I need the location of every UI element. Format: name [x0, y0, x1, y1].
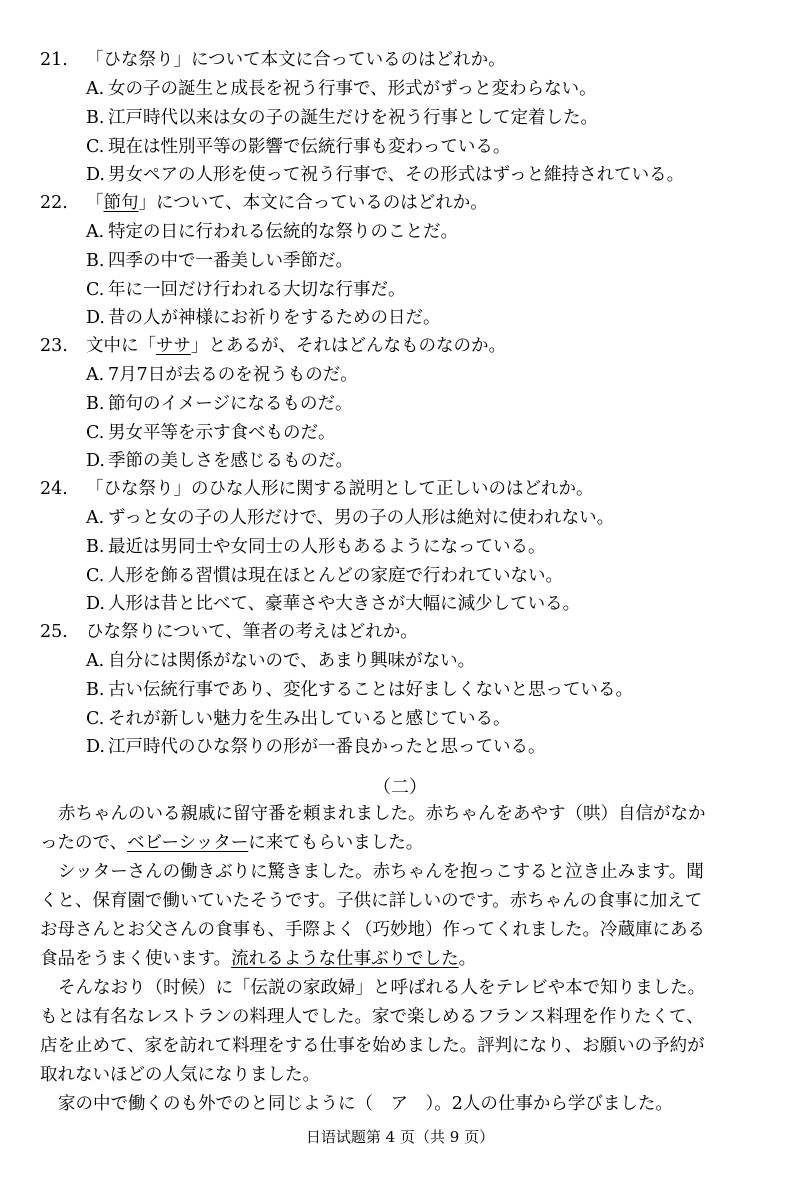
option-text: 自分には関係がないので、あまり興味がない。	[108, 651, 476, 671]
underlined-term: ベビーシッター	[127, 833, 249, 853]
option-letter: B.	[86, 108, 105, 128]
option	[86, 307, 441, 329]
passage-text: ったので、	[40, 833, 128, 853]
option	[86, 250, 353, 272]
option	[86, 679, 633, 701]
option-text: 昔の人が神様にお祈りをするための日だ。	[108, 308, 441, 328]
passage-line	[40, 945, 760, 974]
option	[86, 736, 546, 758]
option-letter: D.	[86, 308, 105, 328]
option-letter: C.	[86, 566, 105, 586]
question-number: 21.	[40, 50, 68, 70]
passage-line: くと、保育園で働いていたそうです。子供に詳しいのです。赤ちゃんの食事に加えて	[40, 891, 703, 911]
option-text: 特定の日に行われる伝統的な祭りのことだ。	[108, 222, 458, 242]
option-letter: D.	[86, 451, 105, 471]
question-number: 22.	[40, 193, 68, 213]
option-letter: A.	[86, 365, 105, 385]
option	[86, 450, 353, 472]
option	[86, 107, 598, 129]
option-letter: C.	[86, 709, 105, 729]
option-text: それが新しい魅力を生み出していると感じている。	[108, 709, 511, 729]
option-letter: C.	[86, 137, 105, 157]
question-21	[40, 49, 506, 71]
option-letter: D.	[86, 594, 105, 614]
underlined-phrase: 流れるような仕事ぶりでした	[231, 949, 459, 969]
option	[86, 507, 614, 529]
question-22	[40, 192, 488, 214]
option-text: 節句のイメージになるものだ。	[108, 394, 353, 414]
option-text: 江戸時代以来は女の子の誕生だけを祝う行事として定着した。	[108, 108, 598, 128]
option	[86, 221, 458, 243]
option-text: 男女平等を示す食べものだ。	[108, 423, 336, 443]
question-text-post: 」とあるが、それはどんなものなのか。	[191, 336, 506, 356]
option-text: 四季の中で一番美しい季節だ。	[108, 251, 353, 271]
question-24	[40, 478, 594, 500]
passage-line: 赤ちゃんのいる親戚に留守番を頼まれました。赤ちゃんをあやす（哄）自信がなか	[58, 804, 706, 824]
option-letter: A.	[86, 79, 105, 99]
option-letter: A.	[86, 508, 105, 528]
passage-line: シッターさんの働きぶりに驚きました。赤ちゃんを抱っこすると泣き止みます。聞	[58, 862, 704, 882]
option	[86, 708, 511, 730]
passage-line: 取れないほどの人気になりました。	[40, 1065, 320, 1085]
option-letter: A.	[86, 651, 105, 671]
option-letter: B.	[86, 680, 105, 700]
option	[86, 565, 563, 587]
option-text: 最近は男同士や女同士の人形もあるようになっている。	[108, 537, 546, 557]
question-25	[40, 621, 418, 643]
option-text: 季節の美しさを感じるものだ。	[108, 451, 353, 471]
option-letter: D.	[86, 165, 105, 185]
page-footer: 日语试题第 4 页（共 9 页）	[305, 1128, 495, 1146]
option	[86, 650, 475, 672]
passage-line: そんなおり（时候）に「伝説の家政婦」と呼ばれる人をテレビや本で知りました。	[58, 978, 706, 998]
passage-line: もとは有名なレストランの料理人でした。家で楽しめるフランス料理を作りたくて、	[40, 1007, 704, 1027]
option	[86, 393, 352, 415]
option-text: 年に一回だけ行われる大切な行事だ。	[108, 280, 406, 300]
section-title: （二）	[373, 777, 427, 798]
question-23	[40, 335, 506, 357]
question-text: ひな祭りについて、筆者の考えはどれか。	[86, 622, 418, 642]
question-number: 24.	[40, 479, 68, 499]
option	[86, 164, 684, 186]
option-letter: C.	[86, 280, 105, 300]
option-text: 人形は昔と比べて、豪華さや大きさが大幅に減少している。	[108, 594, 581, 614]
option-text: 男女ペアの人形を使って祝う行事で、その形式はずっと維持されている。	[108, 165, 685, 185]
passage-line: 家の中で働くのも外でのと同じように（ ア ）。2人の仕事から学びました。	[58, 1094, 673, 1114]
question-number: 23.	[40, 336, 68, 356]
question-number: 25.	[40, 622, 68, 642]
option-text: 江戸時代のひな祭りの形が一番良かったと思っている。	[108, 737, 546, 757]
question-text: 「ひな祭り」のひな人形に関する説明として正しいのはどれか。	[86, 479, 594, 499]
option	[86, 364, 358, 386]
option-letter: D.	[86, 737, 105, 757]
option-text: 人形を飾る習慣は現在ほとんどの家庭で行われていない。	[108, 566, 563, 586]
option-letter: B.	[86, 537, 105, 557]
option-letter: B.	[86, 394, 105, 414]
option	[86, 136, 510, 158]
question-text-pre: 「	[86, 193, 104, 213]
option	[86, 593, 580, 615]
passage-line: 店を止めて、家を訪れて料理をする仕事を始めました。評判になり、お願いの予約が	[40, 1036, 705, 1056]
underlined-term: ササ	[156, 336, 191, 356]
passage-text: に来てもらいました。	[248, 833, 424, 853]
option-text: ずっと女の子の人形だけで、男の子の人形は絶対に使われない。	[108, 508, 615, 528]
underlined-term: 節句	[103, 193, 139, 213]
option-text: 古い伝統行事であり、変化することは好ましくないと思っている。	[108, 680, 633, 700]
option	[86, 78, 597, 100]
passage-text: 食品をうまく使います。	[40, 949, 232, 969]
question-text-post: 」について、本文に合っているのはどれか。	[138, 193, 488, 213]
passage-line	[40, 829, 760, 858]
option	[86, 422, 336, 444]
option-letter: B.	[86, 251, 105, 271]
option	[86, 279, 406, 301]
passage-text: 。	[458, 949, 477, 969]
option	[86, 536, 546, 558]
option-text: 女の子の誕生と成長を祝う行事で、形式がずっと変わらない。	[108, 79, 597, 99]
passage-line: お母さんとお父さんの食事も、手際よく（巧妙地）作ってくれました。冷蔵庫にある	[40, 920, 705, 940]
option-letter: C.	[86, 423, 105, 443]
option-text: 現在は性別平等の影響で伝統行事も変わっている。	[108, 137, 511, 157]
question-text: 「ひな祭り」について本文に合っているのはどれか。	[86, 50, 506, 70]
option-letter: A.	[86, 222, 105, 242]
question-text-pre: 文中に「	[86, 336, 156, 356]
option-text: 7月7日が去るのを祝うものだ。	[108, 365, 358, 385]
